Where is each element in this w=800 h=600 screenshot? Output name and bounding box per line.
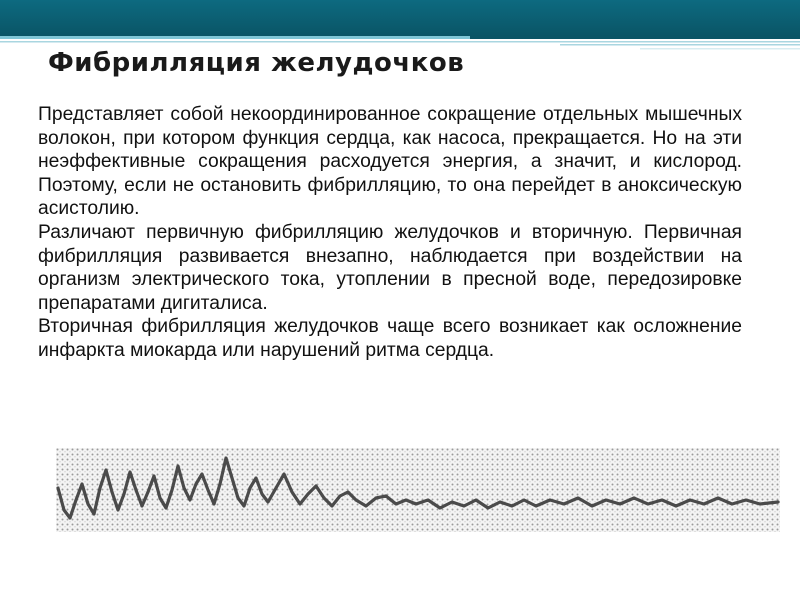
slide-body: [38, 103, 742, 363]
paragraph-types: Различают первичную фибрилляцию желудочков и вторичную. Первичная фибрилляция развивается внезапно, наблюдается при воздействии на организм электрического тока, утоплении в пресной воде, передозировке препаратами дигиталиса.: [38, 221, 742, 314]
paragraph-secondary: Вторичная фибрилляция желудочков чаще всего возникает как осложнение инфаркта миокарда или нарушений ритма сердца.: [38, 316, 742, 361]
ecg-strip-image: [56, 448, 780, 532]
header-bar: [0, 0, 800, 36]
slide-title: Фибрилляция желудочков: [48, 48, 465, 78]
paragraph-definition: Представляет собой некоординированное сокращение отдельных мышечных волокон, при котором функция сердца, как насоса, прекращается. Но на эти неэффективные сокращения расходуется энергия, а значит, и кислород. Поэтому, если не остановить фибрилляцию, то она перейдет в аноксическую асистолию.: [38, 104, 742, 220]
